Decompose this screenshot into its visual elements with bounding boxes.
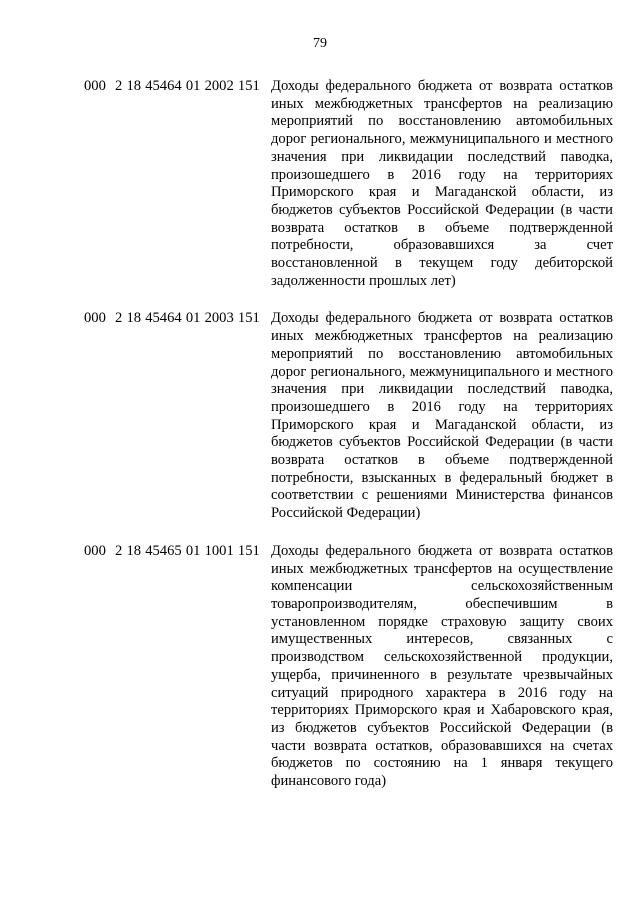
income-description: Доходы федерального бюджета от возврата остатков иных межбюджетных трансфертов на осуществление компенсации сельскохозяйственным товаропроизводителям, обеспечившим в установленном порядке страховую защиту своих имущественных интересов, связанных с производством сельскохозяйственной продукции, ущерба, причиненного в результате чрезвычайных ситуаций природного характера в 2016 году на территориях Приморского края и Хабаровского края, из бюджетов субъектов Российской Федерации (в части возврата остатков, образовавшихся на счетах бюджетов по состоянию на 1 января текущего финансового года) <box>271 542 613 790</box>
budget-code-list <box>0 78 640 791</box>
administrator-code: 000 <box>84 542 106 559</box>
administrator-code: 000 <box>84 78 106 94</box>
administrator-code: 000 <box>84 310 106 327</box>
budget-classification-code: 2 18 45464 01 2003 151 <box>115 310 260 327</box>
budget-classification-code: 2 18 45464 01 2002 151 <box>115 78 260 94</box>
budget-entry <box>0 310 640 522</box>
budget-entry <box>0 78 640 290</box>
income-description: Доходы федерального бюджета от возврата остатков иных межбюджетных трансфертов на реализацию мероприятий по восстановлению автомобильных дорог регионального, межмуниципального и местного значения при ликвидации последствий паводка, произошедшего в 2016 году на территориях Приморского края и Магаданской области, из бюджетов субъектов Российской Федерации (в части возврата остатков в объеме подтвержденной потребности, взысканных в федеральный бюджет в соответствии с решениями Министерства финансов Российской Федерации) <box>271 310 613 522</box>
budget-classification-code: 2 18 45465 01 1001 151 <box>115 542 260 559</box>
budget-entry <box>0 543 640 791</box>
page-number: 79 <box>313 36 327 51</box>
income-description: Доходы федерального бюджета от возврата остатков иных межбюджетных трансфертов на реализацию мероприятий по восстановлению автомобильных дорог регионального, межмуниципального и местного значения при ликвидации последствий паводка, произошедшего в 2016 году на территориях Приморского края и Магаданской области, из бюджетов субъектов Российской Федерации (в части возврата остатков в объеме подтвержденной потребности, образовавшихся за счет восстановленной в текущем году дебиторской задолженности прошлых лет) <box>271 78 613 289</box>
